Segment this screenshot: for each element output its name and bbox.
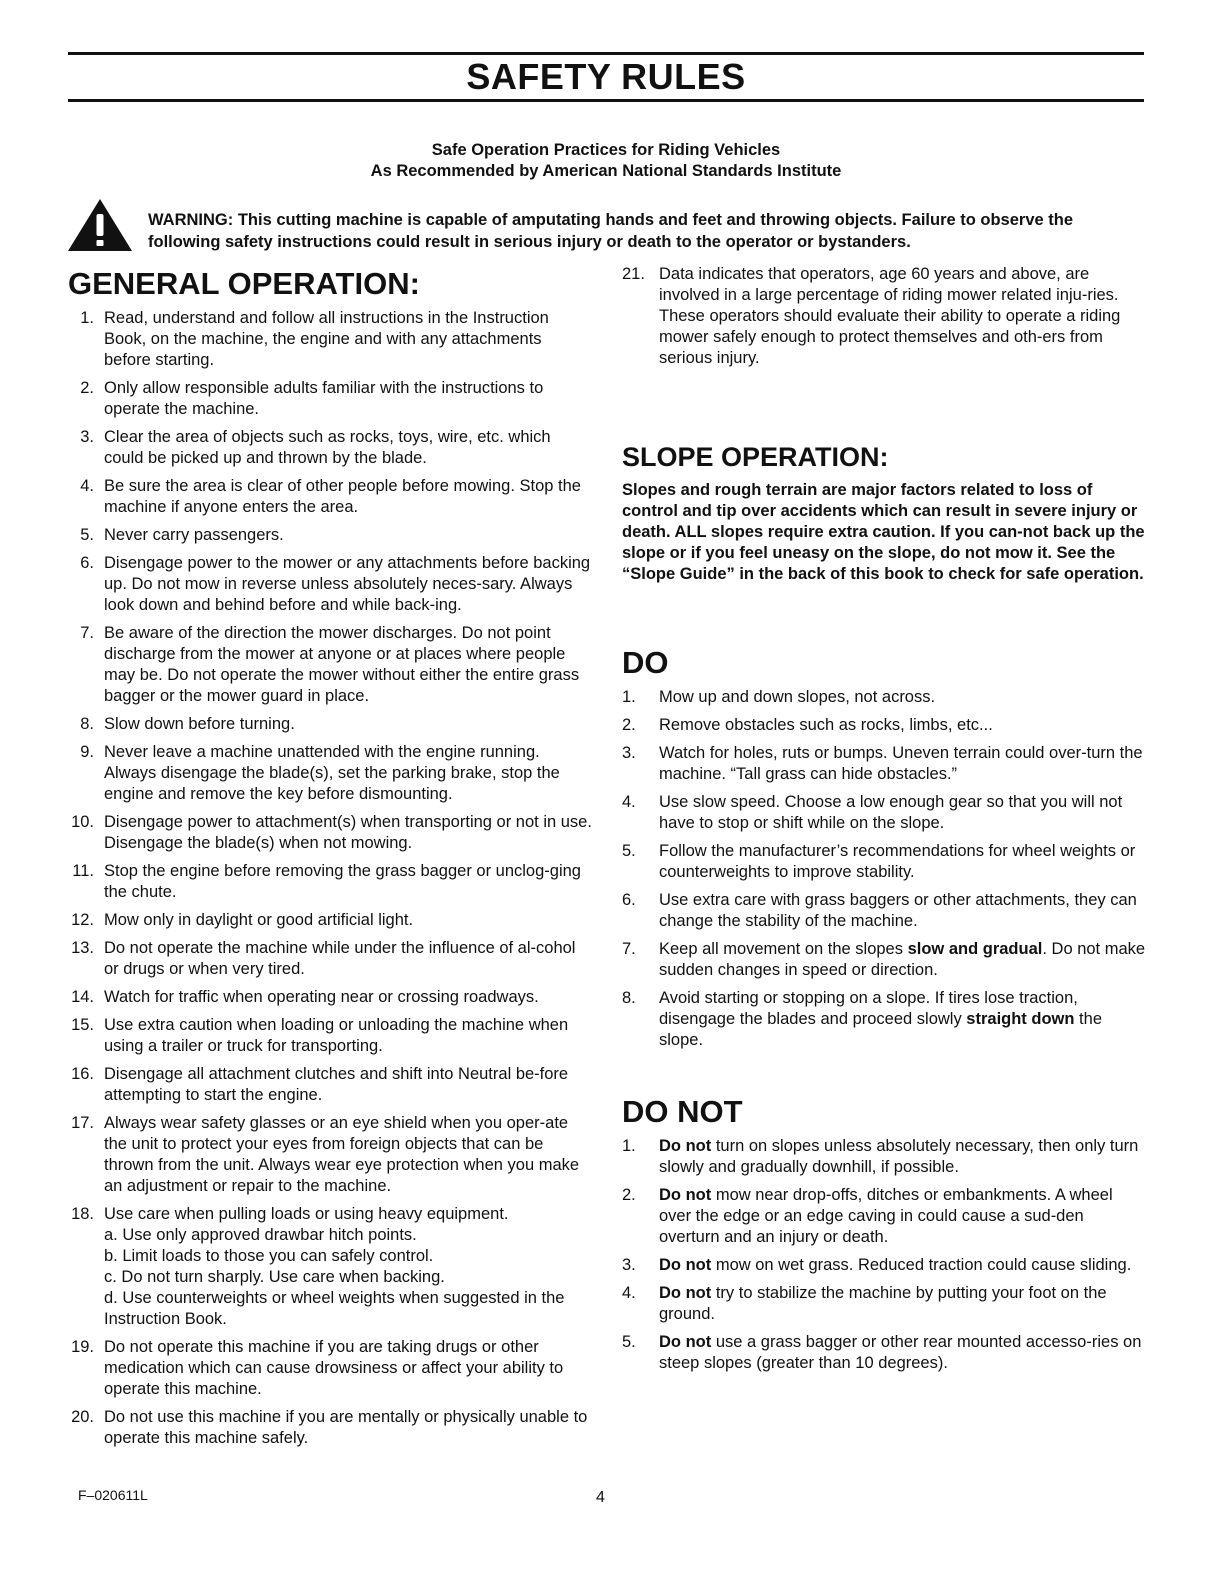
list-item <box>68 861 592 903</box>
item-text: Mow only in daylight or good artificial light. <box>104 911 414 929</box>
item-number: 6. <box>622 891 636 909</box>
item-number: 8. <box>80 715 94 733</box>
item-text: Follow the manufacturer’s recommendations for wheel weights or counterweights to improve stability. <box>659 842 1136 881</box>
item-number: 2. <box>80 379 94 397</box>
left-column <box>68 264 592 1456</box>
item-number: 4. <box>622 793 636 811</box>
item-text: Never carry passengers. <box>104 526 284 544</box>
warning-triangle-icon <box>66 198 134 252</box>
item-text-pre: Keep all movement on the slopes <box>659 940 908 958</box>
item-text: Watch for holes, ruts or bumps. Uneven terrain could over-turn the machine. “Tall grass can hide obstacles.” <box>659 744 1143 783</box>
subtitle-line-2: As Recommended by American National Standards Institute <box>370 162 842 180</box>
list-item <box>622 841 1146 883</box>
list-item <box>68 308 592 371</box>
item-text: try to stabilize the machine by putting your foot on the ground. <box>659 1284 1107 1323</box>
item-number: 20. <box>71 1408 94 1426</box>
item-text: Use extra care with grass baggers or other attachments, they can change the stability of the machine. <box>659 891 1137 930</box>
list-item <box>68 553 592 616</box>
item-number: 12. <box>71 911 94 929</box>
item-text-bold: Do not <box>659 1333 712 1351</box>
subtitle-line-1: Safe Operation Practices for Riding Vehicles <box>431 141 781 159</box>
list-item <box>68 742 592 805</box>
list-item <box>68 938 592 980</box>
item-text-bold: Do not <box>659 1186 712 1204</box>
item-number: 7. <box>80 624 94 642</box>
item-number: 3. <box>622 1256 636 1274</box>
item-text: Only allow responsible adults familiar with the instructions to operate the machine. <box>104 379 544 418</box>
item-number: 18. <box>71 1205 94 1223</box>
list-item <box>68 1064 592 1106</box>
item-text: Disengage power to the mower or any attachments before backing up. Do not mow in reverse unless absolutely neces-sary. Always look down and behind before and while back-ing. <box>104 554 591 614</box>
item-number: 5. <box>622 1333 636 1351</box>
list-item <box>622 988 1146 1051</box>
list-item <box>622 939 1146 981</box>
right-column <box>622 264 1146 1381</box>
item-number: 5. <box>80 526 94 544</box>
item-number: 3. <box>622 744 636 762</box>
sub-list <box>104 1225 592 1330</box>
item-text: Always wear safety glasses or an eye shield when you oper-ate the unit to protect your eyes from foreign objects that can be thrown from the unit. Always wear eye protection when you make an adjustment or repair to the machine. <box>104 1114 580 1195</box>
item-text: mow on wet grass. Reduced traction could cause sliding. <box>711 1256 1132 1274</box>
list-item <box>68 1204 592 1330</box>
item-text: mow near drop-offs, ditches or embankments. A wheel over the edge or an edge caving in could cause a sud-den overturn and an injury or death. <box>659 1186 1113 1246</box>
title-rule-top <box>68 52 1144 55</box>
warning-text: WARNING: This cutting machine is capable of amputating hands and feet and throwing objects. Failure to observe the following safety instructions could result in serious injury or death to the operator or bystanders. <box>148 211 1074 251</box>
item-text: Slow down before turning. <box>104 715 295 733</box>
item-number: 3. <box>80 428 94 446</box>
do-not-heading: DO NOT <box>622 1094 743 1129</box>
item-number: 11. <box>72 862 94 880</box>
general-operation-list-continued <box>622 264 1146 369</box>
item-number: 4. <box>622 1284 636 1302</box>
list-item <box>68 987 592 1008</box>
sub-item: a. Use only approved drawbar hitch points. <box>104 1226 417 1244</box>
list-item <box>68 525 592 546</box>
item-text: Remove obstacles such as rocks, limbs, etc... <box>659 716 993 734</box>
item-number: 10. <box>71 813 94 831</box>
item-text: Disengage all attachment clutches and shift into Neutral be-fore attempting to start the engine. <box>104 1065 569 1104</box>
item-text: turn on slopes unless absolutely necessary, then only turn slowly and gradually downhill, if possible. <box>659 1137 1139 1176</box>
list-item <box>622 792 1146 834</box>
list-item <box>622 1136 1146 1178</box>
list-item <box>68 623 592 707</box>
page-title: SAFETY RULES <box>466 56 746 97</box>
item-number: 14. <box>71 988 94 1006</box>
slope-intro: Slopes and rough terrain are major factors related to loss of control and tip over accidents which can result in severe injury or death. ALL slopes require extra caution. If you can-not back up the slope or if you feel uneasy on the slope, do not mow it. See the “Slope Guide” in the back of this book to check for safe operation. <box>622 481 1145 583</box>
item-text: Do not operate the machine while under the influence of al-cohol or drugs or when very tired. <box>104 939 576 978</box>
list-item <box>68 427 592 469</box>
item-number: 2. <box>622 716 636 734</box>
general-operation-list <box>68 308 592 1197</box>
item-number: 1. <box>80 309 94 327</box>
list-item <box>622 264 1146 369</box>
item-text-bold: Do not <box>659 1256 712 1274</box>
item-text-bold: Do not <box>659 1284 712 1302</box>
slope-operation-heading: SLOPE OPERATION: <box>622 442 889 472</box>
do-list <box>622 687 1146 932</box>
item-text-bold: Do not <box>659 1137 712 1155</box>
do-not-list <box>622 1136 1146 1374</box>
sub-item: b. Limit loads to those you can safely control. <box>104 1247 434 1265</box>
item-number: 16. <box>71 1065 94 1083</box>
sub-item: d. Use counterweights or wheel weights when suggested in the Instruction Book. <box>104 1289 565 1328</box>
list-item <box>68 378 592 420</box>
item-text-pre: Avoid starting or stopping on a slope. If tires lose traction, disengage the blades and proceed slowly <box>659 989 1078 1028</box>
list-item <box>68 910 592 931</box>
title-rule-bottom <box>68 99 1144 102</box>
list-item <box>68 714 592 735</box>
list-item <box>622 1255 1146 1276</box>
item-number: 9. <box>80 743 94 761</box>
item-text-bold: slow and gradual <box>907 940 1043 958</box>
item-text: Clear the area of objects such as rocks, toys, wire, etc. which could be picked up and thrown by the blade. <box>104 428 551 467</box>
item-number: 2. <box>622 1186 636 1204</box>
do-list-end <box>622 939 1146 1051</box>
item-number: 7. <box>622 940 636 958</box>
item-text: Be sure the area is clear of other people before mowing. Stop the machine if anyone enters the area. <box>104 477 581 516</box>
item-text-post: the slope. <box>659 1010 1102 1049</box>
item-text: Read, understand and follow all instructions in the Instruction Book, on the machine, the engine and with any attachments before starting. <box>104 309 549 369</box>
list-item <box>622 890 1146 932</box>
item-text: Be aware of the direction the mower discharges. Do not point discharge from the mower at anyone or at places where people may be. Do not operate the mower without either the entire grass bagger or the mower guard in place. <box>104 624 580 705</box>
item-text: Mow up and down slopes, not across. <box>659 688 936 706</box>
item-number: 15. <box>71 1016 94 1034</box>
item-number: 21. <box>622 265 645 283</box>
list-item <box>622 687 1146 708</box>
item-text: Never leave a machine unattended with the engine running. Always disengage the blade(s), set the parking brake, stop the engine and remove the key before dismounting. <box>104 743 560 803</box>
item-text: Data indicates that operators, age 60 years and above, are involved in a large percentage of riding mower related inju-ries. These operators should evaluate their ability to operate a riding mower safely enough to protect themselves and oth-ers from serious injury. <box>659 265 1121 367</box>
list-item <box>68 1337 592 1400</box>
general-operation-list-18 <box>68 1204 592 1330</box>
list-item <box>68 812 592 854</box>
item-text: Use extra caution when loading or unloading the machine when using a trailer or truck for transporting. <box>104 1016 569 1055</box>
list-item <box>622 1332 1146 1374</box>
item-number: 1. <box>622 1137 636 1155</box>
list-item <box>68 476 592 518</box>
list-item <box>622 715 1146 736</box>
item-text-post: . Do not make sudden changes in speed or direction. <box>659 940 1146 979</box>
list-item <box>68 1407 592 1449</box>
item-number: 8. <box>622 989 636 1007</box>
item-text: Use care when pulling loads or using heavy equipment. <box>104 1205 509 1223</box>
page-number: 4 <box>596 1489 605 1506</box>
item-number: 5. <box>622 842 636 860</box>
list-item <box>622 743 1146 785</box>
list-item <box>68 1015 592 1057</box>
item-number: 17. <box>71 1114 94 1132</box>
item-number: 19. <box>71 1338 94 1356</box>
sub-item: c. Do not turn sharply. Use care when backing. <box>104 1268 445 1286</box>
item-text: Use slow speed. Choose a low enough gear so that you will not have to stop or shift while on the slope. <box>659 793 1123 832</box>
document-code: F–020611L <box>78 1487 148 1503</box>
general-operation-heading: GENERAL OPERATION: <box>68 266 420 301</box>
item-text: Watch for traffic when operating near or crossing roadways. <box>104 988 539 1006</box>
item-text: Do not use this machine if you are mentally or physically unable to operate this machine safely. <box>104 1408 588 1447</box>
do-heading: DO <box>622 645 669 680</box>
item-text-bold: straight down <box>966 1010 1075 1028</box>
item-text: Stop the engine before removing the grass bagger or unclog-ging the chute. <box>104 862 581 901</box>
item-number: 4. <box>80 477 94 495</box>
list-item <box>622 1283 1146 1325</box>
general-operation-list-end <box>68 1337 592 1449</box>
list-item <box>622 1185 1146 1248</box>
item-text: Disengage power to attachment(s) when transporting or not in use. Disengage the blade(s) when not mowing. <box>104 813 592 852</box>
list-item <box>68 1113 592 1197</box>
item-text: Do not operate this machine if you are taking drugs or other medication which can cause drowsiness or affect your ability to operate this machine. <box>104 1338 564 1398</box>
item-number: 1. <box>622 688 636 706</box>
item-number: 6. <box>80 554 94 572</box>
item-number: 13. <box>71 939 94 957</box>
item-text: use a grass bagger or other rear mounted accesso-ries on steep slopes (greater than 10 degrees). <box>659 1333 1142 1372</box>
